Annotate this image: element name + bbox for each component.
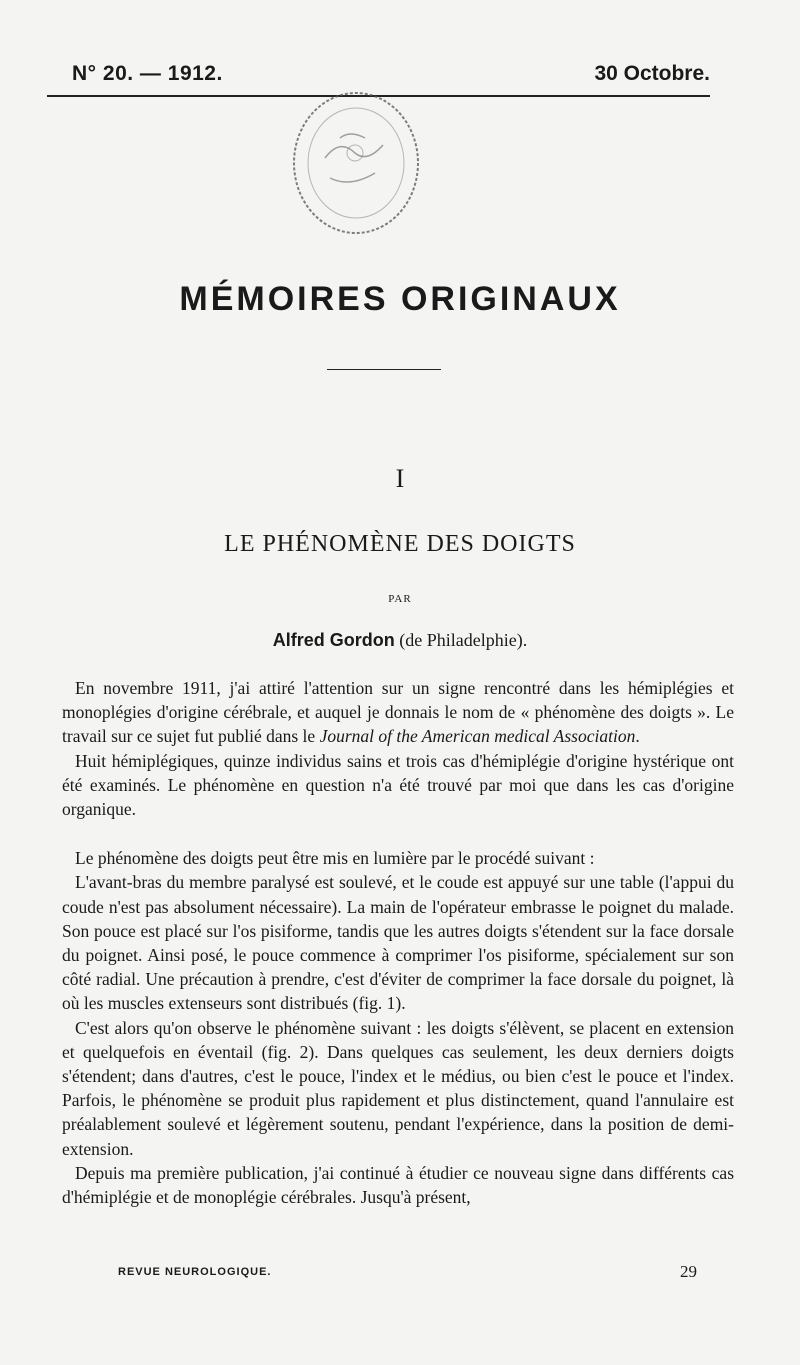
paragraph: Huit hémiplégiques, quinze individus sains et trois cas d'hémiplégie d'origine hystérique ont été examinés. Le phénomène en question n'a été trouvé par moi que dans les cas d'origine organique. [62,750,734,820]
article-body [62,676,734,1209]
issue-number: N° 20. — 1912. [72,62,223,85]
author-affiliation: (de Philadelphie). [399,630,528,650]
footer-journal: REVUE NEUROLOGIQUE. [118,1266,272,1278]
paragraph: Le phénomène des doigts peut être mis en lumière par le procédé suivant : [75,848,595,869]
page-number: 29 [680,1262,697,1281]
paragraph: En novembre 1911, j'ai attiré l'attention sur un signe rencontré dans les hémiplégies et monoplégies d'origine cérébrale, et auquel je donnais le nom de « phénomène des doigts ». Le travail sur ce sujet fut publié dans le Journal of the American medical Association. [62,678,734,747]
article-number: I [395,464,405,493]
title-rule [327,369,441,370]
article-title: LE PHÉNOMÈNE DES DOIGTS [224,531,576,557]
journal-title: Journal of the American medical Association [319,726,636,747]
section-heading: MÉMOIRES ORIGINAUX [179,280,621,318]
author-line [0,630,800,651]
issue-date: 30 Octobre. [594,62,710,85]
library-stamp [285,78,427,243]
paragraph: C'est alors qu'on observe le phénomène suivant : les doigts s'élèvent, se placent en extension et quelquefois en éventail (fig. 2). Dans quelques cas seulement, les deux derniers doigts s'étendent; dans d'autres, c'est le pouce, l'index et le médius, ou bien c'est le pouce et l'index. Parfois, le phénomène se produit plus rapidement et plus distinctement, quand l'annulaire est préalablement soulevé et légèrement soutenu, pendant l'expérience, dans la position de demi-extension. [62,1017,734,1159]
author-name: Alfred Gordon [272,630,395,650]
paragraph: Depuis ma première publication, j'ai continué à étudier ce nouveau signe dans différents cas d'hémiplégie et de monoplégie cérébrales. Jusqu'à présent, [62,1162,734,1208]
paragraph: L'avant-bras du membre paralysé est soulevé, et le coude est appuyé sur une table (l'appui du coude n'est pas absolument nécessaire). La main de l'opérateur embrasse le poignet du malade. Son pouce est placé sur l'os pisiforme, tandis que les autres doigts s'étendent sur la face dorsale du poignet. Ainsi posé, le pouce commence à comprimer l'os pisiforme, spécialement sur son côté radial. Une précaution à prendre, c'est d'éviter de comprimer la face dorsale du poignet, là où les muscles extenseurs sont distribués (fig. 1). [62,872,734,1014]
by-label: PAR [388,593,412,605]
